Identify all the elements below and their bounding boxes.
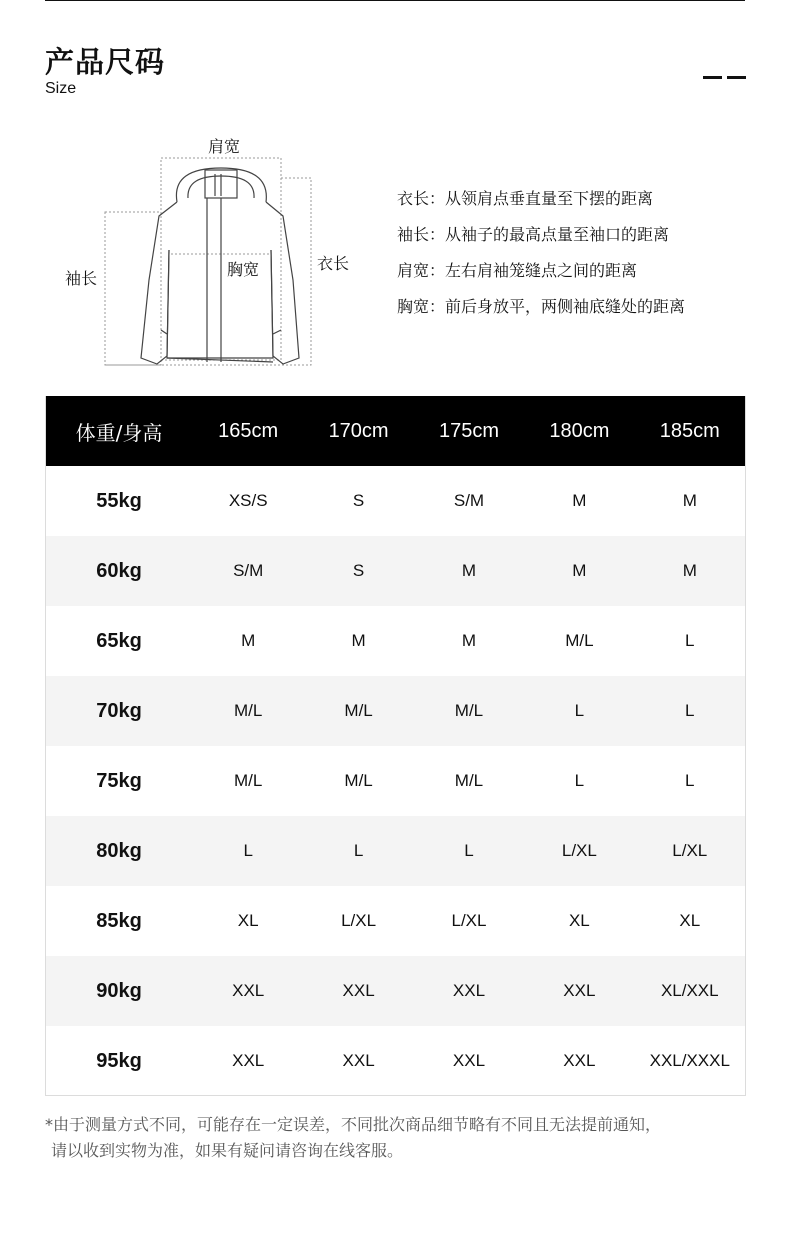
size-cell: XL <box>635 886 745 956</box>
table-header-row <box>45 396 745 466</box>
weight-cell: 60kg <box>45 536 193 606</box>
size-cell: S/M <box>414 466 524 536</box>
size-cell: L <box>414 816 524 886</box>
size-cell: M/L <box>524 606 634 676</box>
table-row <box>45 746 745 816</box>
description-sleeve: 袖长：从袖子的最高点量至袖口的距离 <box>397 225 670 244</box>
size-cell: L <box>524 746 634 816</box>
table-row <box>45 816 745 886</box>
size-cell: L/XL <box>414 886 524 956</box>
chest-label: 胸宽 <box>227 260 260 279</box>
table-row <box>45 536 745 606</box>
size-cell: M/L <box>193 676 303 746</box>
size-cell: L/XL <box>524 816 634 886</box>
header-weight-height: 体重/身高 <box>45 396 193 466</box>
size-cell: XXL <box>303 956 413 1026</box>
size-cell: L <box>635 676 745 746</box>
description-chest: 胸宽：前后身放平，两侧袖底缝处的距离 <box>397 297 686 316</box>
header-height: 180cm <box>524 396 634 466</box>
size-cell: M/L <box>414 676 524 746</box>
footnote-line: *由于测量方式不同，可能存在一定误差，不同批次商品细节略有不同且无法提前通知， <box>45 1115 662 1134</box>
size-cell: S/M <box>193 536 303 606</box>
size-cell: M <box>524 536 634 606</box>
size-cell: M/L <box>303 676 413 746</box>
size-cell: L/XL <box>303 886 413 956</box>
shoulder-label: 肩宽 <box>208 137 241 156</box>
weight-cell: 70kg <box>45 676 193 746</box>
weight-cell: 90kg <box>45 956 193 1026</box>
page-subtitle: Size <box>45 80 77 97</box>
size-cell: XL/XXL <box>635 956 745 1026</box>
size-cell: L/XL <box>635 816 745 886</box>
size-cell: M <box>303 606 413 676</box>
weight-cell: 75kg <box>45 746 193 816</box>
size-cell: XXL <box>524 1026 634 1096</box>
size-cell: XXL <box>414 956 524 1026</box>
size-cell: XXL/XXXL <box>635 1026 745 1096</box>
decorative-dash <box>703 76 722 79</box>
header-height: 170cm <box>303 396 413 466</box>
description-length: 衣长：从领肩点垂直量至下摆的距离 <box>397 189 654 208</box>
size-cell: L <box>635 606 745 676</box>
size-cell: XXL <box>524 956 634 1026</box>
table-row <box>45 676 745 746</box>
size-cell: L <box>524 676 634 746</box>
table-row <box>45 956 745 1026</box>
weight-cell: 80kg <box>45 816 193 886</box>
size-cell: M <box>635 466 745 536</box>
weight-cell: 85kg <box>45 886 193 956</box>
size-cell: L <box>303 816 413 886</box>
size-cell: M/L <box>193 746 303 816</box>
size-cell: M <box>524 466 634 536</box>
top-divider <box>45 0 745 1</box>
table-row <box>45 466 745 536</box>
size-cell: L <box>193 816 303 886</box>
length-label: 衣长 <box>317 254 350 273</box>
header-height: 175cm <box>414 396 524 466</box>
jacket-measurement-diagram <box>55 130 375 375</box>
size-cell: M <box>414 606 524 676</box>
size-cell: M <box>414 536 524 606</box>
size-cell: L <box>635 746 745 816</box>
size-cell: XXL <box>414 1026 524 1096</box>
sleeve-label: 袖长 <box>65 269 98 288</box>
description-shoulder: 肩宽：左右肩袖笼缝点之间的距离 <box>397 261 638 280</box>
table-row <box>45 1026 745 1096</box>
table-row <box>45 606 745 676</box>
size-cell: M <box>635 536 745 606</box>
weight-cell: 65kg <box>45 606 193 676</box>
size-chart-table <box>45 396 745 1096</box>
size-cell: XXL <box>193 1026 303 1096</box>
decorative-dash <box>727 76 746 79</box>
table-row <box>45 886 745 956</box>
weight-cell: 55kg <box>45 466 193 536</box>
size-cell: M/L <box>303 746 413 816</box>
size-cell: M/L <box>414 746 524 816</box>
page-title: 产品尺码 <box>45 45 166 79</box>
footnote-line: 请以收到实物为准，如果有疑问请咨询在线客服。 <box>51 1141 404 1160</box>
weight-cell: 95kg <box>45 1026 193 1096</box>
size-cell: XL <box>524 886 634 956</box>
size-cell: S <box>303 536 413 606</box>
header-height: 185cm <box>635 396 745 466</box>
size-cell: XS/S <box>193 466 303 536</box>
size-cell: XL <box>193 886 303 956</box>
footnote <box>45 1112 661 1164</box>
size-cell: XXL <box>193 956 303 1026</box>
header-height: 165cm <box>193 396 303 466</box>
size-cell: XXL <box>303 1026 413 1096</box>
size-cell: S <box>303 466 413 536</box>
size-cell: M <box>193 606 303 676</box>
